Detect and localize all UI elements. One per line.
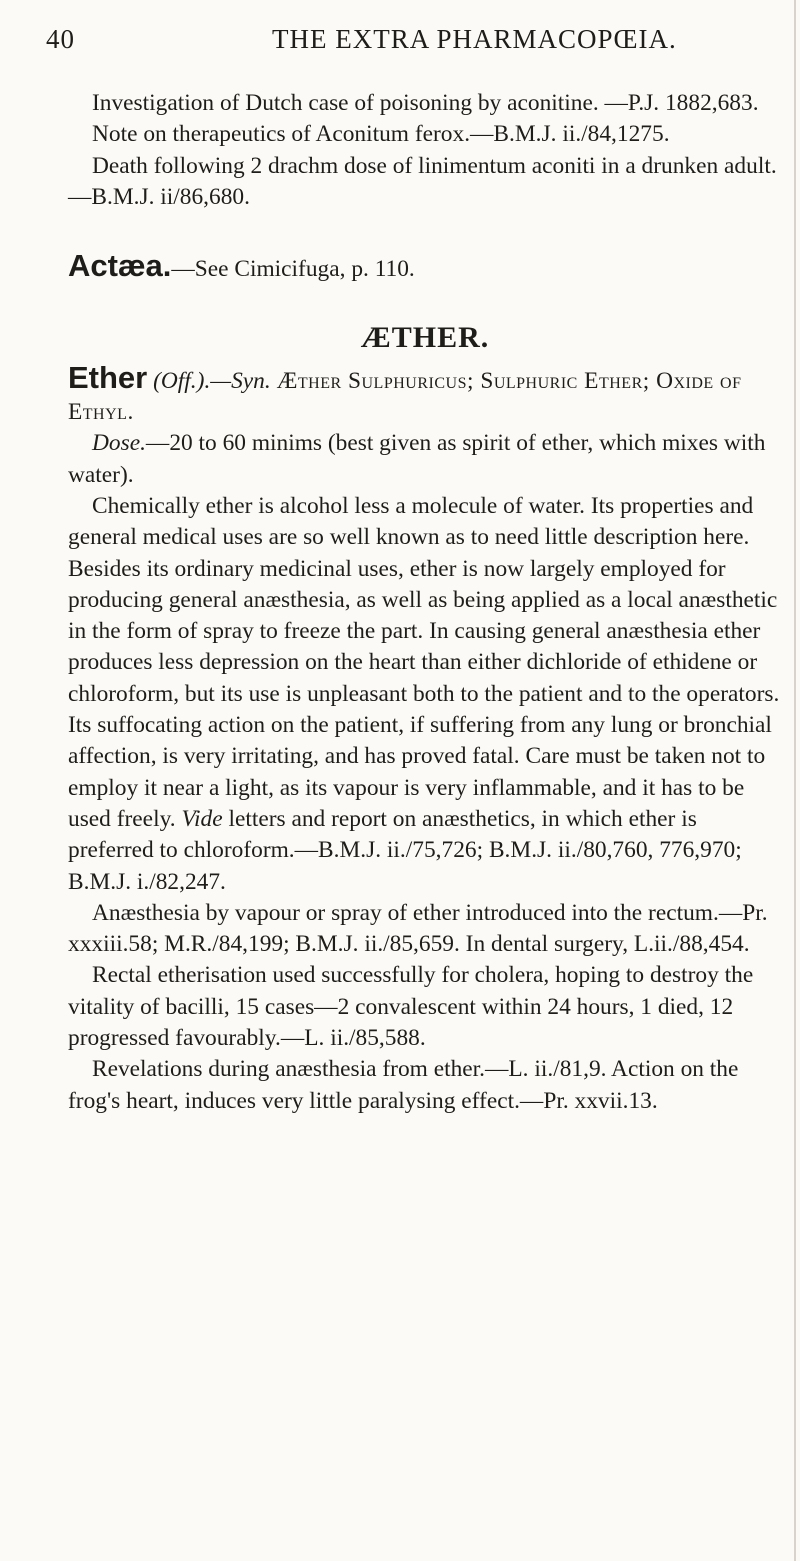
synonyms-label: .—Syn. [204, 367, 271, 394]
page-header [46, 24, 770, 55]
ether-rectal-anaesthesia: Anæsthesia by vapour or spray of ether introduced into the rectum.—Pr. xxxiii.58; M.R./84,199; B.M.J. ii./85,659. In dental surgery, L.ii./88,454. [68, 899, 768, 958]
aconite-reference-2: Note on therapeutics of Aconitum ferox.—B.M.J. ii./84,1275. [92, 121, 670, 148]
dose-text: —20 to 60 minims (best given as spirit of ether, which mixes with water). [68, 430, 766, 488]
page-number: 40 [46, 24, 75, 54]
actaea-entry [68, 250, 782, 285]
section-title: ÆTHER. [360, 321, 490, 355]
dose-label: Dose. [92, 430, 146, 457]
ether-description [68, 491, 782, 898]
page-edge-line [794, 0, 796, 1561]
ether-revelations: Revelations during anæsthesia from ether.—L. ii./81,9. Action on the frog's heart, induces very little paralysing effect.—Pr. xxvii.13. [68, 1056, 739, 1114]
aconite-reference-1: Investigation of Dutch case of poisoning by aconitine. —P.J. 1882,683. [92, 90, 759, 116]
aconite-reference-3: Death following 2 drachm dose of linimentum aconiti in a drunken adult.—B.M.J. ii/86,680. [68, 152, 777, 210]
actaea-heading: Actæa. [68, 248, 172, 284]
ether-synonyms: Æther Sulphuricus; Sulphuric Ether; Oxide of Ethyl. [68, 367, 742, 426]
vide-word: Vide [181, 805, 223, 832]
ether-heading: Ether [68, 359, 148, 395]
running-title: THE EXTRA PHARMACOPŒIA. [272, 24, 677, 54]
ether-entry-heading-line [68, 359, 782, 429]
ether-dose [68, 428, 782, 491]
official-mark: (Off.) [153, 367, 205, 394]
page-content [68, 88, 782, 1117]
ether-rectal-cholera: Rectal etherisation used successfully for cholera, hoping to destroy the vitality of bacilli, 15 cases—2 convalescent within 24 hours, 1 died, 12 progressed favourably.—L. ii./85,588. [68, 962, 754, 1052]
ether-description-refs: letters and report on anæsthetics, in which ether is preferred to chloroform.—B.M.J. ii./75,726; B.M.J. ii./80,760, 776,970; B.M.J. i./82,247. [68, 805, 742, 895]
actaea-cross-reference: —See Cimicifuga, p. 110. [171, 256, 415, 283]
ether-description-text: Chemically ether is alcohol less a molecule of water. Its properties and general medical uses are so well known as to need little description here. Besides its ordinary medicinal uses, ether is now largely employed for producing general anæsthesia, as well as being applied as a local anæsthetic in the form of spray to freeze the part. In causing general anæsthesia ether produces less depression on the heart than either dichloride of ethidene or chloroform, but its use is unpleasant both to the patient and to the operators. Its suffocating action on the patient, if suffering from any lung or bronchial affection, is very irritating, and has proved fatal. Care must be taken not to employ it near a light, as its vapour is very inflammable, and it has to be used freely. [68, 492, 780, 832]
